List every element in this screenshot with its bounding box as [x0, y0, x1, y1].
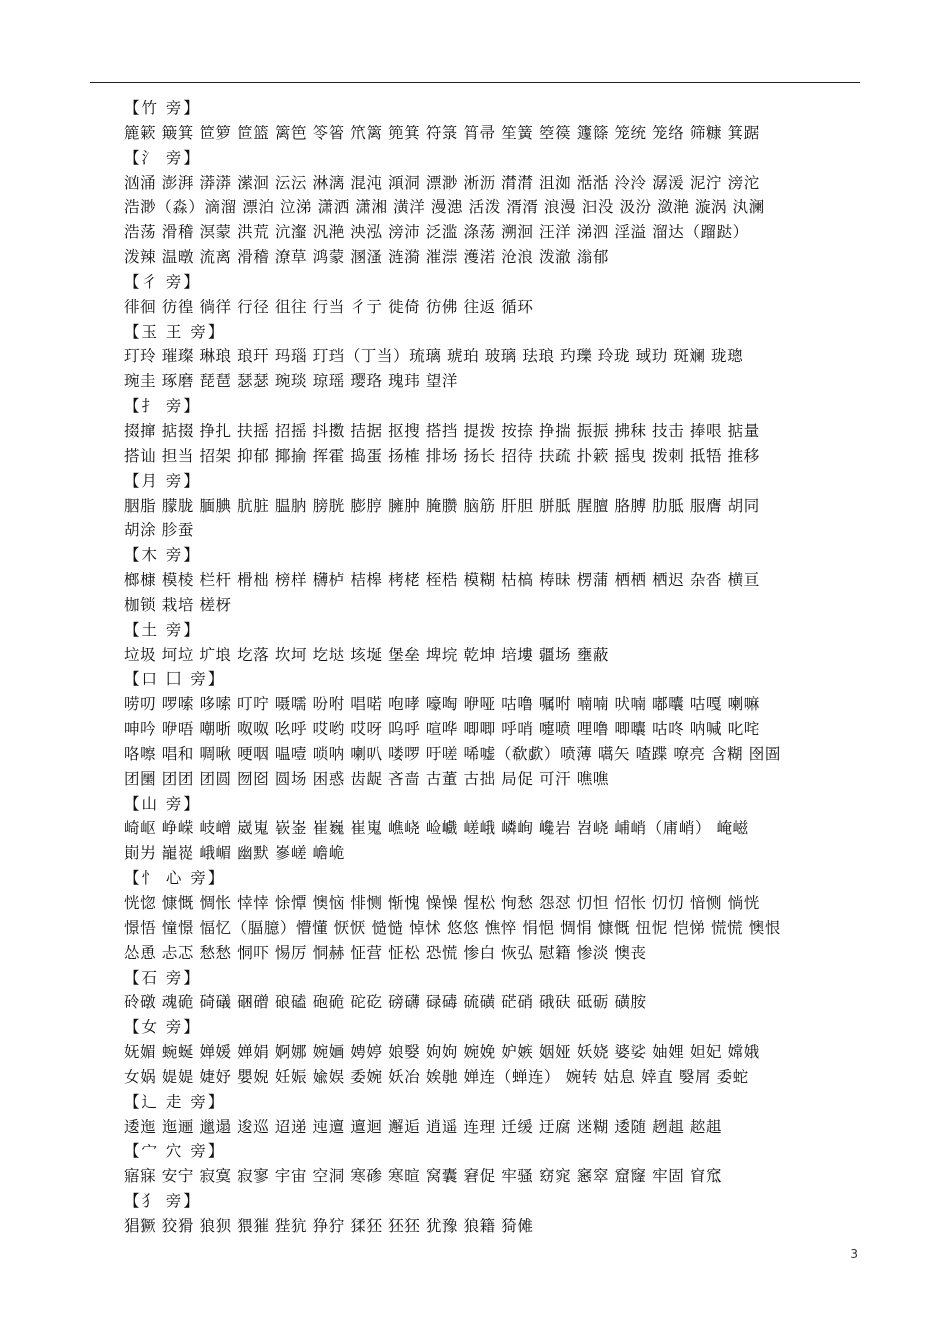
- section-heading: 【口 囗 旁】: [124, 670, 226, 689]
- word-list-line: 妩媚 蜿蜒 婵媛 婵娟 婀娜 婉婳 娉婷 娘嫛 姁姁 婉娩 妒嫉 姻娅 妖娆 婆娑 妯娌 妲妃 嫦娥: [124, 1043, 760, 1062]
- word-list-line: 寤寐 安宁 寂寞 寂寥 宇宙 空洞 寒碜 寒暄 窝囊 窘促 牢骚 窈窕 窸窣 窟窿 牢固 窅窊: [124, 1167, 723, 1186]
- word-list-line: 咯嚓 唱和 啁啾 哽咽 嗢噎 唢呐 喇叭 喽啰 吁嗟 唏嘘（欷歔）喷薄 嚆矢 喳蹀 嘹亮 含糊 囹圄: [124, 744, 781, 763]
- section-heading: 【石 旁】: [124, 968, 201, 987]
- word-list-line: 唠叨 啰嗦 哆嗦 叮咛 嗫嚅 吩咐 唱喏 咆哮 嚎啕 咿哑 咕噜 嘱咐 喃喃 吠喃 嘟囔 咕嘎 喇嘛: [124, 695, 760, 714]
- word-list-line: 垃圾 坷垃 圹埌 圪落 坎坷 圪垯 垓埏 堡垒 埤垸 乾坤 培塿 疆场 壅蔽: [124, 645, 609, 664]
- section-heading: 【土 旁】: [124, 620, 201, 639]
- word-list-line: 玎玲 璀璨 琳琅 琅玕 玛瑙 玎珰（丁当）琉璃 琥珀 玻璃 珐琅 玓瓅 玲珑 琙玏 斑斓 珑璁: [124, 347, 744, 366]
- word-list-line: 逶迤 迤逦 邋遢 逡巡 迢递 迍邅 邅迴 邂逅 逍遥 连理 迁缓 迂腐 迷糊 逶随 趔趄 趑趄: [124, 1117, 723, 1136]
- word-list-line: 胭脂 朦胧 腼腆 肮脏 腽肭 膀胱 膨脝 臃肿 腌臜 脑筋 肝胆 胼胝 腥膻 胳膊 肋胝 服膺 胡同: [124, 496, 760, 515]
- word-list-line: 女娲 媞媞 婕妤 嬰婗 妊娠 婾娱 委婉 妖冶 娭毑 婵连（蝉连） 婉转 姑息 婞直 嫛屑 委蛇: [124, 1067, 749, 1086]
- word-list-line: 琬圭 琢磨 琵琶 瑟瑟 琬琰 琼瑶 璎珞 瑰玮 望洋: [124, 372, 459, 391]
- word-list-line: 憬悟 憧憬 愊忆（腷臆）懵懂 恹恹 慥慥 悼怵 悠悠 憔悴 悁悒 惆悁 慷慨 忸怩 恺悌 慌慌 懊恨: [124, 918, 781, 937]
- word-list-line: 猖獗 狡猾 狼狈 猥獕 狴犺 狰狞 猱狉 狉狉 犹豫 狼籍 猗傩: [124, 1216, 534, 1235]
- section-heading: 【忄 心 旁】: [124, 869, 226, 888]
- page-number: 3: [850, 1247, 858, 1261]
- word-list-line: 崎岖 峥嵘 岐嶒 崴嵬 嵚崟 崔巍 崔嵬 嶕峣 崄巇 嵯峨 嶙峋 巉岩 岧峣 峬峭（庯峭） 崦嵫: [124, 819, 749, 838]
- section-heading: 【辶 走 旁】: [124, 1092, 226, 1111]
- section-heading: 【木 旁】: [124, 546, 201, 565]
- section-heading: 【女 旁】: [124, 1018, 201, 1037]
- section-heading: 【扌 旁】: [124, 397, 201, 416]
- word-list-line: 怂恿 忐忑 愁愁 恫吓 惕厉 恫赫 怔营 怔松 恐慌 惨白 恢弘 慰籍 惨淡 懊丧: [124, 943, 647, 962]
- word-list-line: 榔槺 模棱 栏杆 榾柮 榜样 欂栌 桔槔 栲栳 桎梏 模糊 枯槁 梼昧 楞蒲 栖栖 栖迟 杂沓 横亘: [124, 571, 760, 590]
- word-list-line: 簏簌 簸箕 笸箩 笸篮 篱笆 笭箵 笊篱 篼箕 符箓 筲帚 笙簧 箜篌 籧篨 笼统 笼络 筛糠 箕踞: [124, 123, 760, 142]
- document-body: [124, 96, 854, 1239]
- section-heading: 【宀 穴 旁】: [124, 1142, 226, 1161]
- word-list-line: 呻吟 咿唔 嘲哳 呶呶 吆呼 哎哟 哎呀 呜呼 喧哗 唧唧 呼哨 嚏喷 哩噜 唧囔 咕咚 呐喊 叱咤: [124, 720, 760, 739]
- header-rule: [90, 82, 860, 83]
- word-list-line: 徘徊 彷徨 徜徉 行径 徂往 行当 彳亍 徙倚 彷佛 往返 循环: [124, 297, 534, 316]
- section-heading: 【月 旁】: [124, 471, 201, 490]
- word-list-line: 浩荡 滑稽 溟蒙 洪荒 沆瀣 汎滟 泱泓 滂沛 泛滥 涤荡 溯洄 汪洋 涕泗 淫溢 溜达（蹓跶）: [124, 223, 749, 242]
- word-list-line: 汹涌 澎湃 漭漭 潆洄 沄沄 淋漓 混沌 澒洞 漂渺 淅沥 潸潸 沮洳 湉湉 泠泠 潺湲 泥泞 滂沱: [124, 173, 760, 192]
- word-list-line: 泼辣 温暾 流离 滑稽 潦草 鸿蒙 溷溞 涟漪 漼漴 濩渃 沧浪 泼澈 滃郁: [124, 248, 609, 267]
- word-list-line: 掇撺 掂掇 挣扎 扶摇 招摇 抖擞 拮据 抠搜 搭挡 提拨 按捺 挣揣 振振 拂秣 技击 捧哏 掂量: [124, 421, 760, 440]
- word-list-line: 恍惚 慷慨 惆怅 悻悻 悇憛 懊恼 悱恻 惭愧 懆懆 惺松 恂愁 怨怼 忉怛 怊怅 忉忉 愔恻 惝恍: [124, 894, 760, 912]
- word-list-line: 浩渺（淼）滴溜 漂泊 泣涕 潇洒 潇湘 潢洋 漫漶 活泼 湑湑 浪漫 汩没 汲汾 潋滟 漩涡 汍澜: [124, 198, 765, 217]
- word-list-line: 团圞 团团 团圆 囫囵 圆场 困惑 齿龊 吝啬 古董 古拙 局促 可汗 噍噍: [124, 769, 609, 788]
- word-list-line: 搭讪 担当 招架 抑郁 揶揄 挥霍 捣蛋 扬榷 排场 扬长 招待 扶疏 扑簌 摇曳 拨刺 抵牾 推移: [124, 446, 760, 465]
- section-heading: 【山 旁】: [124, 794, 201, 813]
- section-heading: 【氵 旁】: [124, 148, 201, 167]
- section-heading: 【玉 王 旁】: [124, 322, 226, 341]
- section-heading: 【彳 旁】: [124, 272, 201, 291]
- word-list-line: 枷锁 栽培 槎枒: [124, 595, 232, 614]
- word-list-line: 崱屴 巃嵸 峨嵋 幽默 嵾嵯 嶦峗: [124, 844, 345, 863]
- word-list-line: 胡涂 胗蚕: [124, 521, 194, 540]
- section-heading: 【竹 旁】: [124, 99, 201, 117]
- word-list-line: 砱礅 魂硊 碕礒 硱磳 硠磕 砲硊 砣矻 磅礴 碌碡 硫磺 硭硝 硪砆 砥砺 磺胺: [124, 993, 647, 1012]
- section-heading: 【犭 旁】: [124, 1192, 201, 1211]
